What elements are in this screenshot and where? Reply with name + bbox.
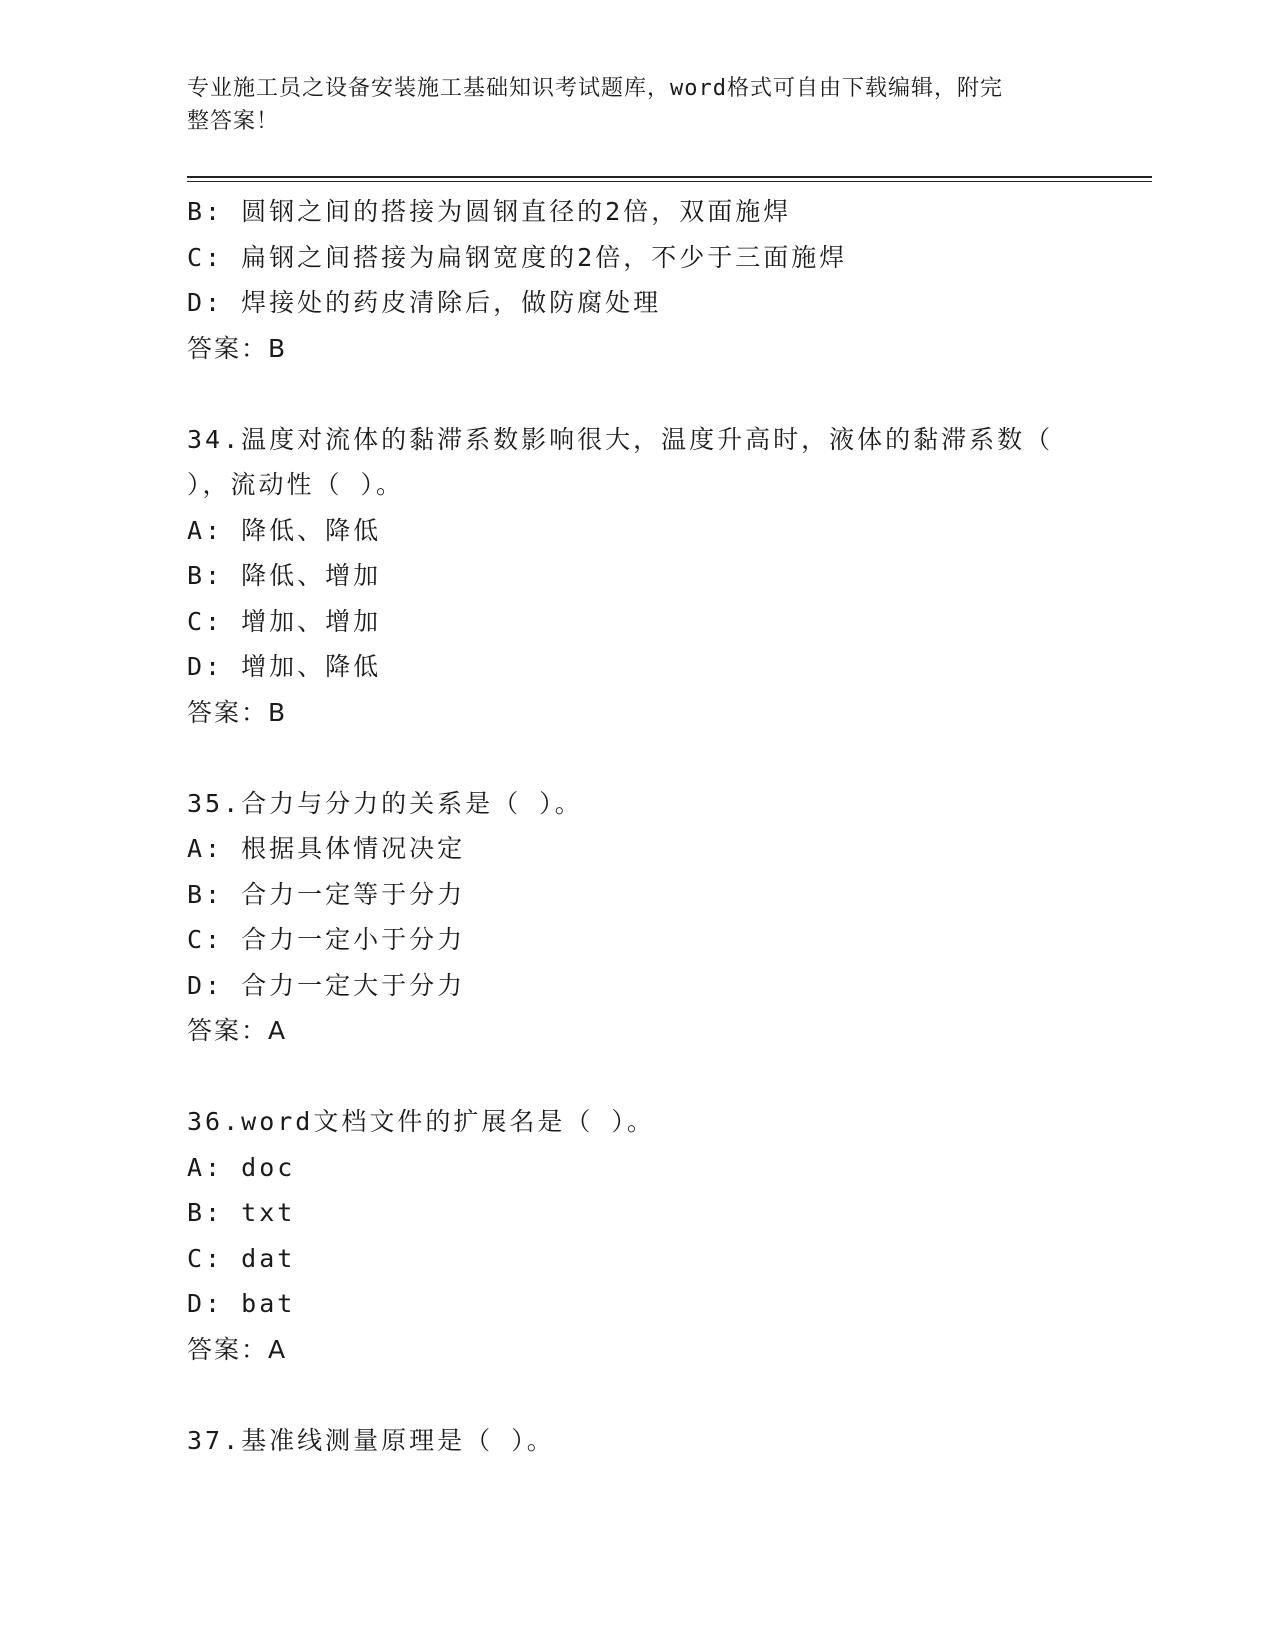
- option-d: D: 合力一定大于分力: [187, 970, 466, 1000]
- spacer: [187, 1372, 1087, 1418]
- option-b: B: 合力一定等于分力: [187, 879, 466, 909]
- spacer: [187, 371, 1087, 417]
- option-a: A: 降低、降低: [187, 515, 382, 545]
- question-text-line-2: ），流动性（ ）。: [187, 470, 405, 499]
- spacer: [187, 1054, 1087, 1100]
- option-a: A: doc: [187, 1152, 296, 1182]
- question-list: [187, 189, 1087, 1463]
- option-d: D: bat: [187, 1289, 296, 1318]
- answer: 答案：A: [187, 1334, 288, 1364]
- header-rule-thick: [187, 176, 1152, 178]
- question-text: 35.合力与分力的关系是（ ）。: [187, 788, 583, 818]
- document-header: [187, 72, 1067, 138]
- option-d: D: 增加、降低: [187, 652, 382, 681]
- question-37: [187, 1418, 1087, 1464]
- question-text: 36.word文档文件的扩展名是（ ）。: [187, 1107, 655, 1136]
- option-c: C: 扁钢之间搭接为扁钢宽度的2倍，不少于三面施焊: [187, 242, 848, 272]
- option-b: B: 圆钢之间的搭接为圆钢直径的2倍，双面施焊: [187, 197, 792, 226]
- option-c: C: 合力一定小于分力: [187, 925, 466, 954]
- header-line-1: 专业施工员之设备安装施工基础知识考试题库，word格式可自由下载编辑，附完: [187, 76, 1003, 101]
- header-rule-thin: [187, 181, 1152, 182]
- question-33: [187, 189, 1087, 371]
- answer: 答案：B: [187, 333, 288, 363]
- answer: 答案：A: [187, 1016, 288, 1045]
- answer: 答案：B: [187, 697, 288, 727]
- question-34: [187, 417, 1087, 736]
- header-line-2: 整答案！: [187, 109, 280, 134]
- option-b: B: txt: [187, 1198, 296, 1227]
- option-a: A: 根据具体情况决定: [187, 834, 466, 863]
- option-d: D: 焊接处的药皮清除后，做防腐处理: [187, 288, 662, 317]
- question-text: 37.基准线测量原理是（ ）。: [187, 1425, 555, 1455]
- spacer: [187, 735, 1087, 781]
- question-text-line-1: 34.温度对流体的黏滞系数影响很大，温度升高时，液体的黏滞系数（: [187, 424, 1054, 454]
- question-35: [187, 781, 1087, 1054]
- option-b: B: 降低、增加: [187, 561, 382, 590]
- question-36: [187, 1099, 1087, 1372]
- option-c: C: dat: [187, 1243, 296, 1273]
- option-c: C: 增加、增加: [187, 606, 382, 636]
